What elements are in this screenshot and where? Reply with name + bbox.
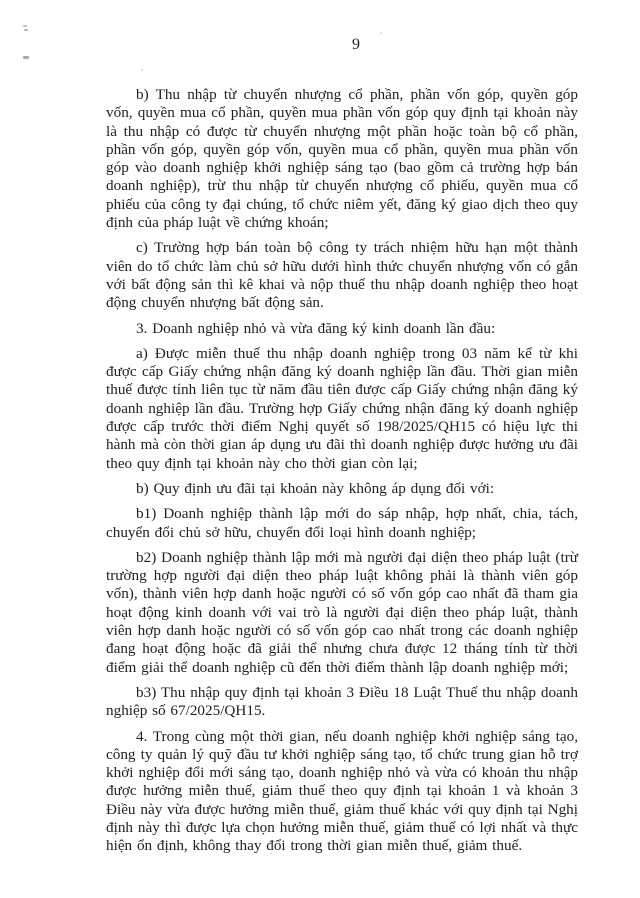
scan-speck [380,32,382,34]
paragraph-point-b-khoan-3: b) Quy định ưu đãi tại khoản này không áp dụng đối với: [136,479,495,497]
paragraph-point-b3-khoan-3: b3) Thu nhập quy định tại khoản 3 Điều 18 Luật Thuế thu nhập doanh nghiệp số 67/2025/QH15. [106,683,578,720]
scan-speck [23,56,29,59]
paragraph-point-b-khoan-2: b) Thu nhập từ chuyển nhượng cổ phần, phần vốn góp, quyền góp vốn, quyền mua cổ phần, quyền mua phần vốn góp quy định tại khoản này là thu nhập có được từ chuyển nhượng một phần hoặc toàn bộ cổ phần, phần vốn góp, quyền góp vốn, quyền mua cổ phần, quyền mua phần vốn góp vào doanh nghiệp khởi nghiệp sáng tạo (bao gồm cả trường hợp bán doanh nghiệp), trừ thu nhập từ chuyển nhượng cổ phiếu, quyền mua cổ phiếu của công ty đại chúng, tổ chức niêm yết, đăng ký giao dịch theo quy định của pháp luật về chứng khoán; [106,86,578,232]
paragraph-point-a-khoan-3: a) Được miễn thuế thu nhập doanh nghiệp trong 03 năm kể từ khi được cấp Giấy chứng nhận đăng ký doanh nghiệp lần đầu. Thời gian miễn thuế được tính liên tục từ năm đầu tiên được cấp Giấy chứng nhận đăng ký doanh nghiệp lần đầu. Trường hợp Giấy chứng nhận đăng ký doanh nghiệp được cấp trước thời điểm Nghị quyết số 198/2025/QH15 có hiệu lực thi hành mà còn thời gian áp dụng ưu đãi thì doanh nghiệp được hưởng ưu đãi theo quy định tại khoản này cho thời gian còn lại; [106,344,578,472]
document-body [106,86,578,863]
scan-speck [141,69,143,71]
paragraph-khoan-4: 4. Trong cùng một thời gian, nếu doanh nghiệp khởi nghiệp sáng tạo, công ty quản lý quỹ đầu tư khởi nghiệp sáng tạo, tổ chức trung gian hỗ trợ khởi nghiệp đổi mới sáng tạo, doanh nghiệp nhỏ và vừa có khoản thu nhập được hưởng miễn thuế, giảm thuế theo quy định tại khoản 1 và khoản 3 Điều này vừa được hưởng miễn thuế, giảm thuế khác với quy định tại Nghị định này thì được lựa chọn hưởng miễn thuế, giảm thuế có lợi nhất và thực hiện ổn định, không thay đổi trong thời gian miễn thuế, giảm thuế. [106,727,578,855]
paragraph-point-b2-khoan-3: b2) Doanh nghiệp thành lập mới mà người đại diện theo pháp luật (trừ trường hợp người đại diện theo pháp luật không phải là thành viên góp vốn), thành viên hợp danh hoặc người có số vốn góp cao nhất đã tham gia hoạt động kinh doanh với vai trò là người đại diện theo pháp luật, thành viên hợp danh hoặc người có số vốn góp cao nhất trong các doanh nghiệp đang hoạt động hoặc đã giải thể nhưng chưa được 12 tháng tính từ thời điểm giải thể doanh nghiệp cũ đến thời điểm thành lập doanh nghiệp mới; [106,548,578,676]
page-number: 9 [352,36,360,53]
paragraph-point-b1-khoan-3: b1) Doanh nghiệp thành lập mới do sáp nhập, hợp nhất, chia, tách, chuyển đổi chủ sở hữu, chuyển đổi loại hình doanh nghiệp; [106,505,578,541]
paragraph-khoan-3-heading: 3. Doanh nghiệp nhỏ và vừa đăng ký kinh doanh lần đầu: [136,319,496,337]
paragraph-point-c-khoan-2: c) Trường hợp bán toàn bộ công ty trách nhiệm hữu hạn một thành viên do tổ chức làm chủ sở hữu dưới hình thức chuyển nhượng vốn có gắn với bất động sản thì kê khai và nộp thuế thu nhập doanh nghiệp theo hoạt động chuyển nhượng bất động sản. [106,239,578,312]
scan-speck [24,29,28,31]
scan-speck [23,25,27,27]
